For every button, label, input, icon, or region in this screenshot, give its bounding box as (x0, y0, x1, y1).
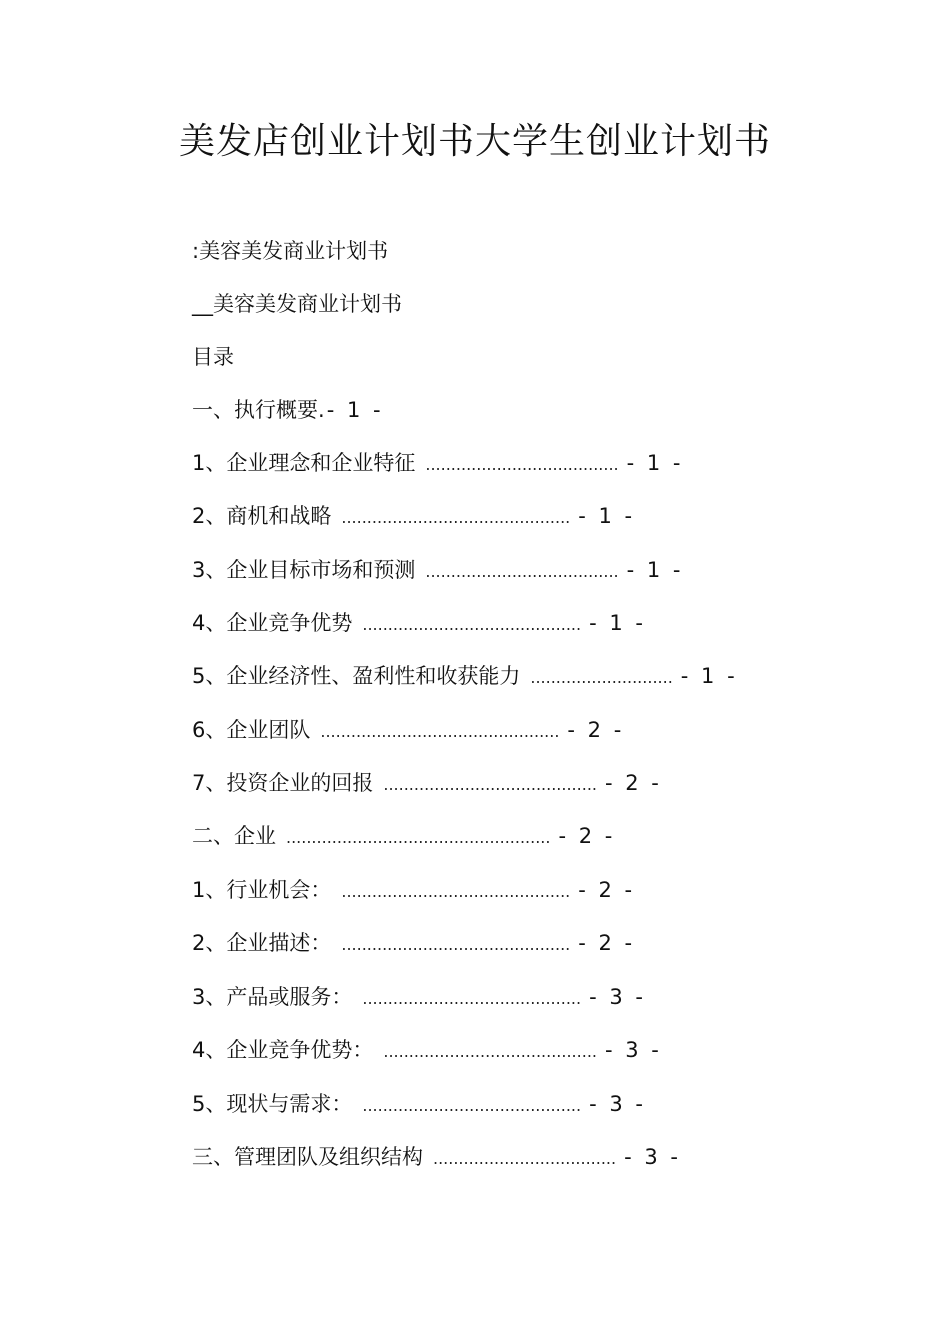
toc-entry[interactable] (192, 395, 384, 425)
toc-leader-dots: ............................................. (341, 882, 571, 901)
toc-entry-page: - 3 - (589, 985, 646, 1009)
toc-leader-dots: .................................................... (286, 828, 551, 847)
toc-entry-label: 4、企业竞争优势 (192, 611, 353, 635)
toc-entry-page: - 1 - (626, 451, 684, 475)
toc-entry-label: 3、产品或服务： (192, 985, 353, 1009)
toc-entry-page: - 2 - (604, 771, 662, 795)
toc-entry-label: 三、管理团队及组织结构 (192, 1145, 423, 1169)
toc-entry-label: 1、企业理念和企业特征 (192, 451, 416, 475)
toc-leader-dots: .......................................... (383, 775, 597, 794)
toc-entry-page: - 1 - (589, 611, 646, 635)
toc-entry[interactable] (192, 821, 615, 853)
toc-entry-page: - 2 - (578, 878, 636, 902)
toc-entry-label: 7、投资企业的回报 (192, 771, 374, 795)
toc-entry-label: 一、执行概要. (192, 398, 325, 422)
toc-leader-dots: .................................... (433, 1149, 617, 1168)
toc-entry-page: - 1 - (326, 398, 384, 422)
toc-entry-label: 1、行业机会： (192, 878, 332, 902)
toc-entry-label: 6、企业团队 (192, 718, 311, 742)
toc-entry[interactable] (192, 1035, 662, 1067)
toc-entry[interactable] (192, 715, 624, 747)
toc-leader-dots: ............................................. (341, 935, 571, 954)
toc-leader-dots: ............................................... (320, 722, 560, 741)
toc-entry-page: - 1 - (578, 504, 636, 528)
toc-heading: 目录 (192, 345, 234, 369)
toc-entry[interactable] (192, 768, 662, 800)
toc-entry[interactable] (192, 928, 635, 960)
toc-entry[interactable] (192, 1089, 646, 1121)
toc-entry[interactable] (192, 875, 635, 907)
toc-entry-label: 3、企业目标市场和预测 (192, 558, 416, 582)
toc-entry-label: 5、现状与需求： (192, 1092, 353, 1116)
toc-entry-label: 2、企业描述： (192, 931, 332, 955)
toc-entry[interactable] (192, 448, 684, 480)
toc-entry-page: - 2 - (578, 931, 636, 955)
toc-entry-label: 2、商机和战略 (192, 504, 332, 528)
toc-leader-dots: ...................................... (425, 562, 619, 581)
toc-entry-page: - 2 - (558, 824, 616, 848)
subtitle-line: :美容美发商业计划书 (192, 239, 389, 263)
toc-leader-dots: ........................................... (362, 1096, 582, 1115)
toc-entry-page: - 3 - (624, 1145, 681, 1169)
toc-entry[interactable] (192, 608, 646, 640)
toc-entry-page: - 1 - (626, 558, 684, 582)
document-title: 美发店创业计划书大学生创业计划书 (178, 121, 771, 162)
toc-leader-dots: .......................................... (383, 1042, 597, 1061)
toc-entry-page: - 3 - (589, 1092, 646, 1116)
toc-entry[interactable] (192, 501, 635, 533)
toc-leader-dots: ............................................. (341, 508, 571, 527)
toc-leader-dots: ........................................... (362, 615, 582, 634)
toc-entry[interactable] (192, 661, 738, 693)
toc-leader-dots: ........................................... (362, 989, 582, 1008)
toc-entry-page: - 1 - (680, 664, 738, 688)
toc-entry-label: 二、企业 (192, 824, 276, 848)
toc-leader-dots: ............................ (530, 668, 673, 687)
subtitle-line-2: __美容美发商业计划书 (192, 292, 402, 316)
toc-entry-page: - 3 - (604, 1038, 662, 1062)
toc-entry[interactable] (192, 982, 646, 1014)
toc-entry[interactable] (192, 555, 684, 587)
toc-entry-label: 4、企业竞争优势： (192, 1038, 374, 1062)
toc-entry-label: 5、企业经济性、盈利性和收获能力 (192, 664, 521, 688)
toc-leader-dots: ...................................... (425, 455, 619, 474)
toc-entry-page: - 2 - (567, 718, 625, 742)
toc-entry[interactable] (192, 1142, 681, 1174)
